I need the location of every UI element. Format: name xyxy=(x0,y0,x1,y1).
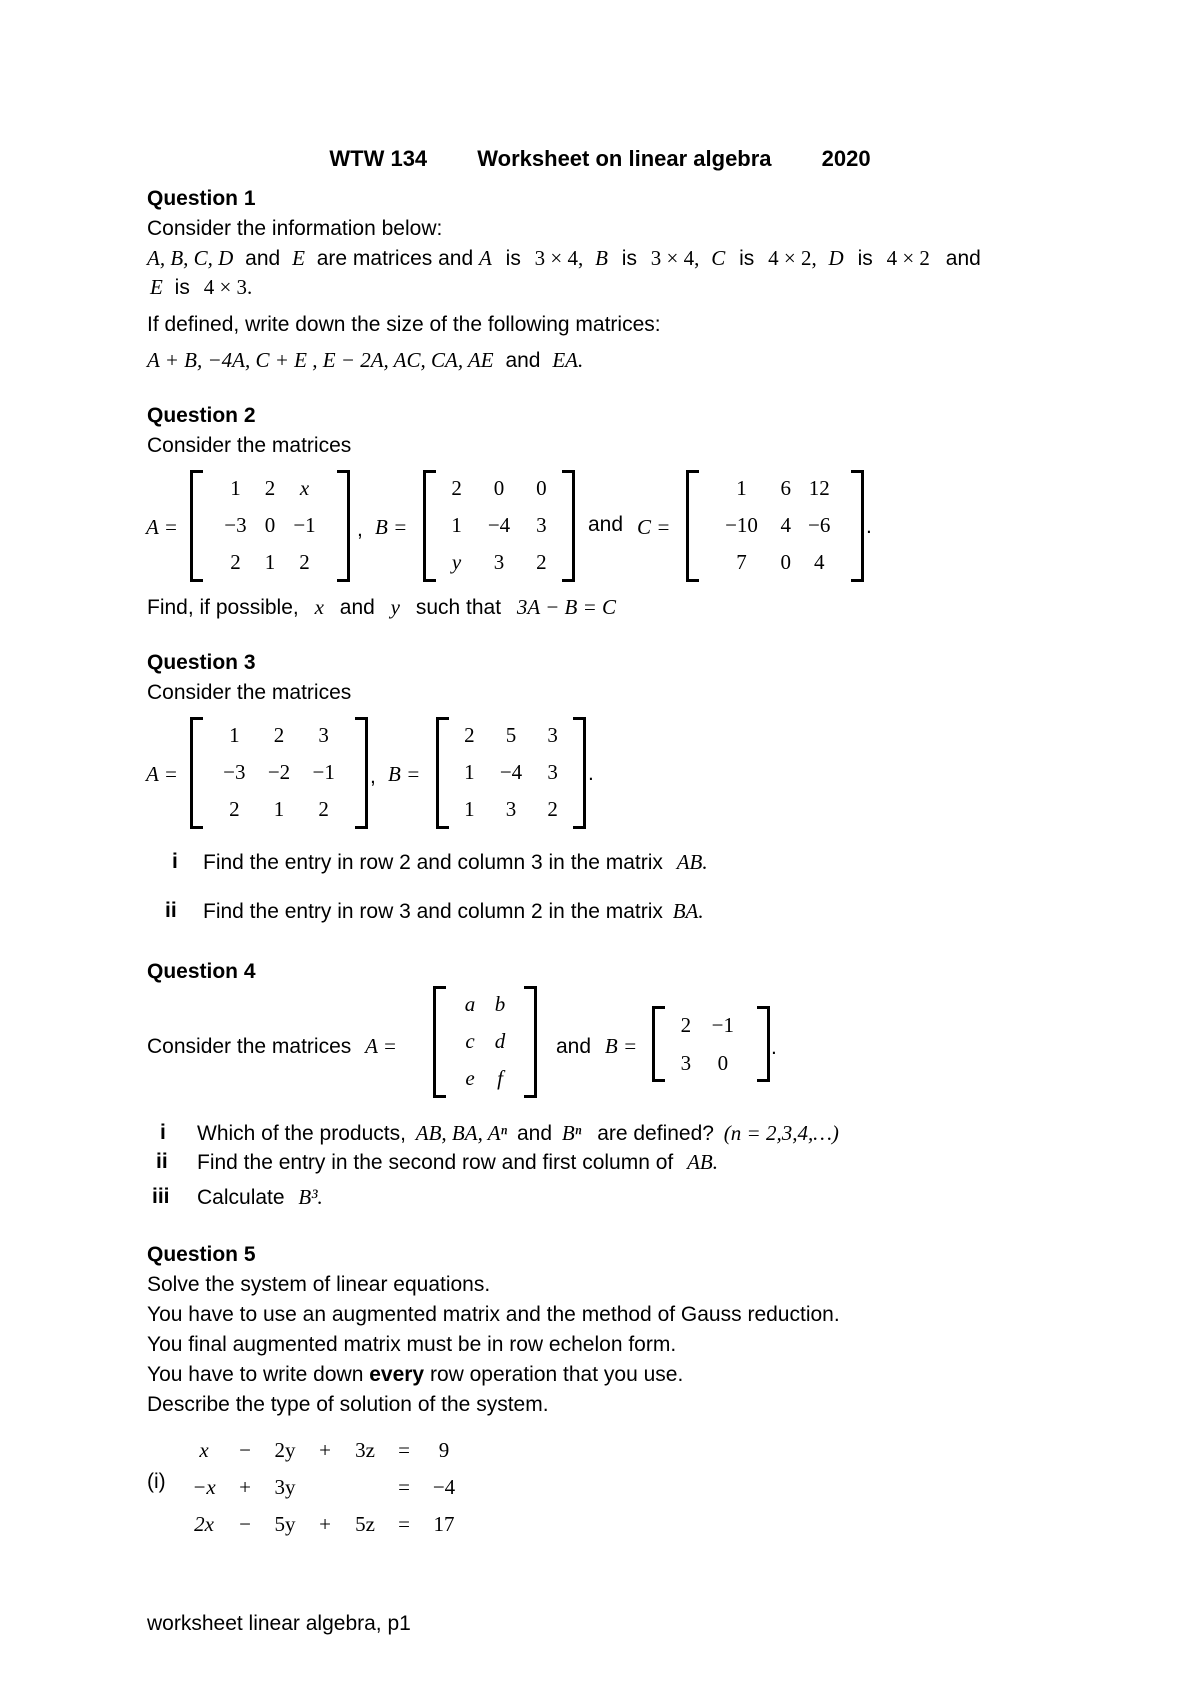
q3-matrix-a-label: A = xyxy=(146,762,178,786)
q2-matrix-b-label: B = xyxy=(375,515,408,539)
q3-item-1-num: i xyxy=(172,850,178,873)
q5-line-5: Describe the type of solution of the system. xyxy=(147,1393,549,1416)
q4-item-2: Find the entry in the second row and first column of AB. xyxy=(197,1150,718,1174)
q2-matrix-c xyxy=(686,470,864,582)
q2-comma: , xyxy=(357,518,363,541)
q5-system-label: (i) xyxy=(147,1470,166,1493)
q5-equation-system xyxy=(181,1432,467,1543)
worksheet-title: Worksheet on linear algebra xyxy=(477,146,772,171)
q4-matrix-b xyxy=(652,1006,770,1082)
q3-matrix-b xyxy=(436,717,586,829)
question-4-heading: Question 4 xyxy=(147,960,256,983)
question-1-intro: Consider the information below: xyxy=(147,217,443,240)
q3-comma: , xyxy=(370,765,376,788)
course-code: WTW 134 xyxy=(329,146,428,171)
q3-item-1: Find the entry in row 2 and column 3 in the matrix AB. xyxy=(203,850,708,874)
q2-matrix-b xyxy=(423,470,575,582)
q3-matrix-b-entries: 2 5 3 1 −4 3 1 3 2 xyxy=(464,723,558,821)
equation-row: 2x − 5y + 5z = 17 xyxy=(194,1512,455,1536)
q5-line-2: You have to use an augmented matrix and the method of Gauss reduction. xyxy=(147,1303,840,1326)
q4-matrix-a-entries: a b c d e f xyxy=(464,992,506,1090)
question-1-line1: A, B, C, D and E are matrices and A is 3 × 4, B is 3 × 4, C is 4 × 2, D is 4 × 2 and xyxy=(147,246,981,270)
q3-item-2: Find the entry in row 3 and column 2 in the matrix BA. xyxy=(203,899,704,923)
question-2-heading: Question 2 xyxy=(147,404,256,427)
question-1-expressions: A + B, −4A, C + E , E − 2A, AC, CA, AE and EA. xyxy=(147,348,584,372)
q5-line-1: Solve the system of linear equations. xyxy=(147,1273,491,1296)
q4-item-1-num: i xyxy=(160,1121,166,1144)
question-1-line2: E is 4 × 3. xyxy=(150,275,253,299)
q3-matrix-a-entries: 1 2 3 −3 −2 −1 2 1 2 xyxy=(223,723,335,821)
q5-line-3: You final augmented matrix must be in row echelon form. xyxy=(147,1333,677,1356)
q4-item-2-num: ii xyxy=(156,1150,168,1173)
question-3-heading: Question 3 xyxy=(147,651,256,674)
right-bracket xyxy=(337,470,350,582)
worksheet-year: 2020 xyxy=(821,146,871,171)
q4-and: and B = xyxy=(556,1034,638,1058)
q3-period: . xyxy=(588,762,594,785)
q2-matrix-a xyxy=(190,470,350,582)
question-1-heading: Question 1 xyxy=(147,187,256,210)
q4-period: . xyxy=(771,1036,777,1059)
q2-period: . xyxy=(866,515,872,538)
question-2-intro: Consider the matrices xyxy=(147,434,352,457)
q5-line-4: You have to write down every row operation that you use. xyxy=(147,1363,684,1386)
q3-matrix-b-label: B = xyxy=(388,762,421,786)
question-2-find: Find, if possible, x and y such that 3A − B = C xyxy=(147,595,617,619)
q4-item-3-num: iii xyxy=(152,1185,170,1208)
q3-matrix-a xyxy=(190,717,368,829)
equation-row: −x + 3y = −4 xyxy=(192,1475,456,1499)
q4-item-1: Which of the products, AB, BA, Aⁿ and Bⁿ are defined? (n = 2,3,4,…) xyxy=(197,1121,839,1145)
q3-item-2-num: ii xyxy=(165,899,177,922)
equation-row: x − 2y + 3z = 9 xyxy=(199,1438,450,1462)
q4-item-3: Calculate B³. xyxy=(197,1185,323,1209)
q2-matrix-a-entries: 1 2 x −3 0 −1 2 1 2 xyxy=(224,476,316,574)
q4-matrix-a xyxy=(433,986,537,1098)
question-5-heading: Question 5 xyxy=(147,1243,256,1266)
q2-matrix-a-label: A = xyxy=(146,515,178,539)
q2-matrix-c-label: C = xyxy=(637,515,671,539)
q4-intro: Consider the matrices A = xyxy=(147,1034,397,1058)
q4-matrix-b-entries: 2 −1 3 0 xyxy=(680,1012,734,1075)
question-1-instruction: If defined, write down the size of the following matrices: xyxy=(147,313,661,336)
q2-matrix-c-entries: 1 6 12 −10 4 −6 7 0 4 xyxy=(725,476,831,574)
page-footer: worksheet linear algebra, p1 xyxy=(147,1612,411,1635)
q2-and: and xyxy=(588,513,624,536)
left-bracket xyxy=(190,470,203,582)
page-title xyxy=(0,146,1200,172)
question-3-intro: Consider the matrices xyxy=(147,681,352,704)
q2-matrix-b-entries: 2 0 0 1 −4 3 y 3 2 xyxy=(451,476,547,574)
